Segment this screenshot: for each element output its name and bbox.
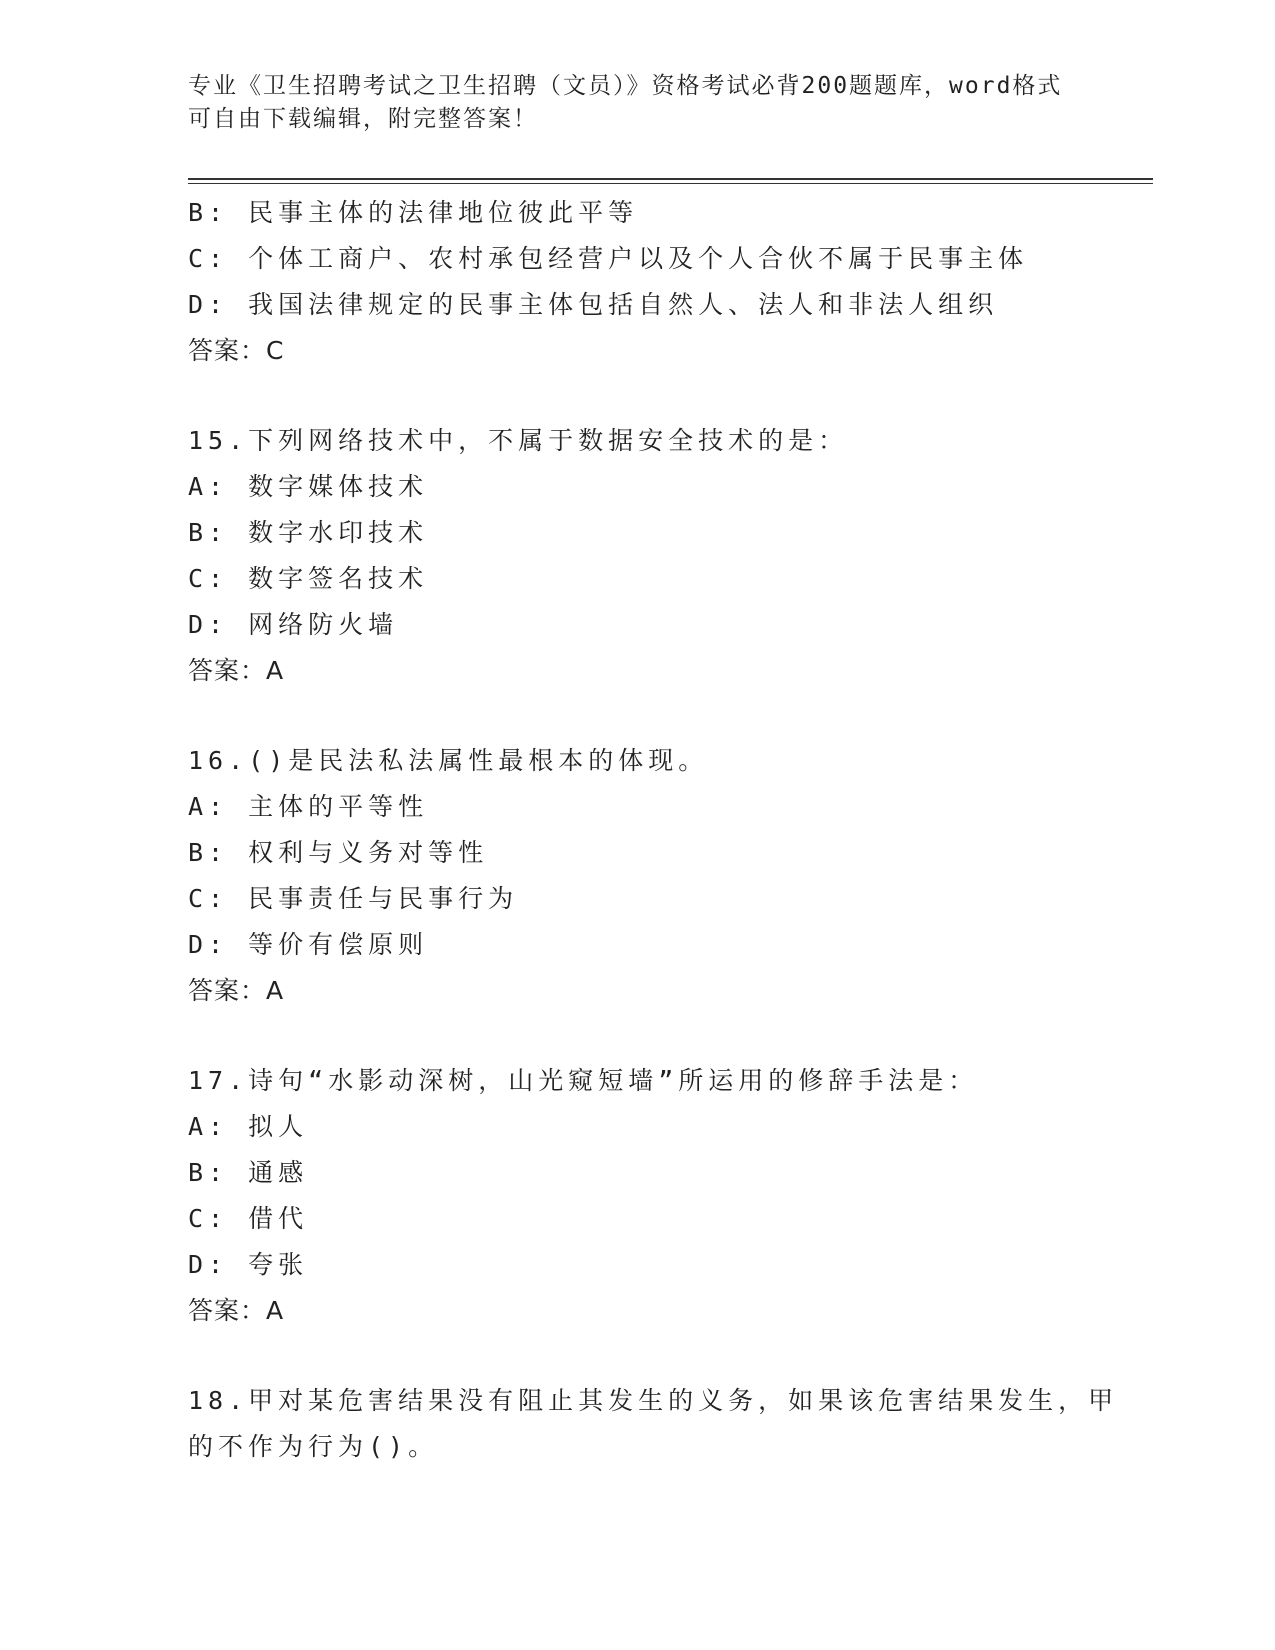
answer: 答案：A bbox=[188, 656, 285, 685]
option-a: A: 主体的平等性 bbox=[188, 792, 429, 821]
question-stem-line-1: 18.甲对某危害结果没有阻止其发生的义务，如果该危害结果发生，甲 bbox=[188, 1386, 1119, 1415]
option-b: B: 民事主体的法律地位彼此平等 bbox=[188, 198, 639, 227]
option-b: B: 通感 bbox=[188, 1158, 309, 1187]
question-14-continued bbox=[188, 190, 1108, 374]
option-a: A: 拟人 bbox=[188, 1112, 309, 1141]
option-c: C: 个体工商户、农村承包经营户以及个人合伙不属于民事主体 bbox=[188, 244, 1029, 273]
option-b: B: 权利与义务对等性 bbox=[188, 838, 489, 867]
option-c: C: 数字签名技术 bbox=[188, 564, 429, 593]
header-divider-thick bbox=[188, 178, 1153, 180]
document-header bbox=[188, 70, 1088, 136]
option-a: A: 数字媒体技术 bbox=[188, 472, 429, 501]
question-stem-line-2: 的不作为行为()。 bbox=[188, 1432, 439, 1461]
question-16 bbox=[188, 738, 1108, 1014]
question-15 bbox=[188, 418, 1108, 694]
option-d: D: 我国法律规定的民事主体包括自然人、法人和非法人组织 bbox=[188, 290, 999, 319]
question-17 bbox=[188, 1058, 1108, 1334]
answer: 答案：C bbox=[188, 336, 285, 365]
header-divider-thin bbox=[188, 183, 1153, 184]
option-c: C: 民事责任与民事行为 bbox=[188, 884, 519, 913]
answer: 答案：A bbox=[188, 1296, 285, 1325]
question-18 bbox=[188, 1378, 1119, 1470]
question-stem: 15.下列网络技术中，不属于数据安全技术的是： bbox=[188, 426, 849, 455]
option-b: B: 数字水印技术 bbox=[188, 518, 429, 547]
question-list bbox=[188, 190, 1119, 1470]
question-stem: 17.诗句“水影动深树，山光窥短墙”所运用的修辞手法是： bbox=[188, 1066, 979, 1095]
question-stem: 16.()是民法私法属性最根本的体现。 bbox=[188, 746, 709, 775]
option-c: C: 借代 bbox=[188, 1204, 309, 1233]
header-title-line-2: 可自由下载编辑，附完整答案！ bbox=[188, 106, 538, 132]
option-d: D: 等价有偿原则 bbox=[188, 930, 429, 959]
option-d: D: 夸张 bbox=[188, 1250, 309, 1279]
header-title-line-1: 专业《卫生招聘考试之卫生招聘（文员）》资格考试必背200题题库，word格式 bbox=[188, 73, 1063, 99]
option-d: D: 网络防火墙 bbox=[188, 610, 399, 639]
answer: 答案：A bbox=[188, 976, 285, 1005]
